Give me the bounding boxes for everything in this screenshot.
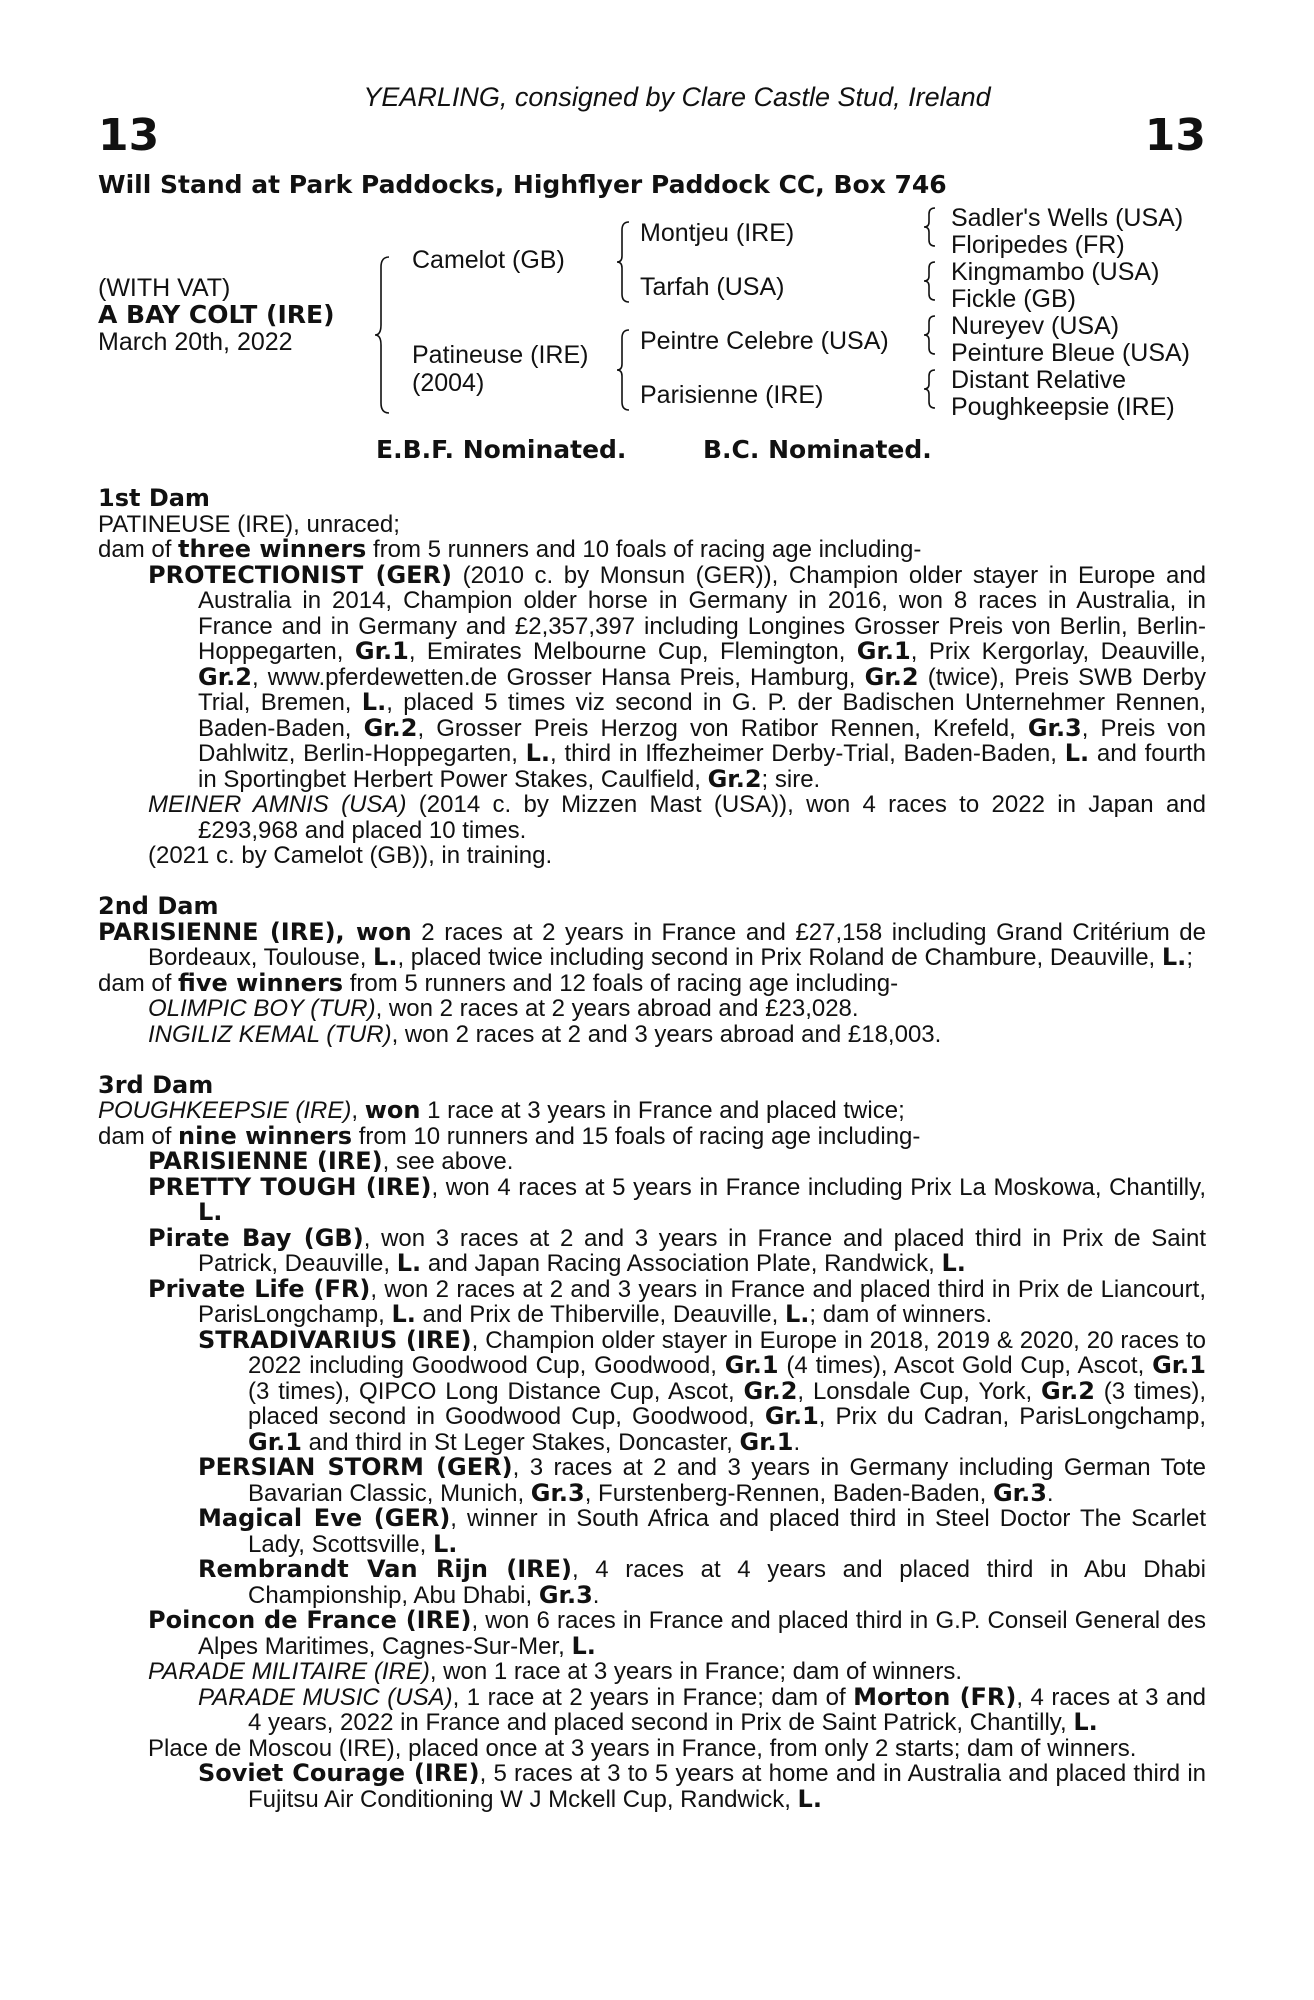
text: PATINEUSE (IRE), unraced; xyxy=(98,510,400,538)
pedigree-entry xyxy=(98,1325,1206,1456)
bold-text: Gr.1 xyxy=(739,1427,794,1456)
sd-sire: Kingmambo (USA) xyxy=(951,258,1160,286)
bold-text: L. xyxy=(396,1249,422,1277)
pedigree-entry xyxy=(98,1659,1206,1685)
section-heading: 2nd Dam xyxy=(98,892,219,920)
pedigree-entry xyxy=(98,1557,1206,1608)
vat-note: (WITH VAT) xyxy=(98,274,231,302)
bold-text: Gr.1 xyxy=(724,1351,779,1379)
family-history xyxy=(98,486,1206,1812)
pedigree-entry xyxy=(98,792,1206,843)
text: , 5 races at 3 to 5 years at home and in Australia and placed third in Fujitsu Air Conditioning W J Mckell Cup, Randwick, xyxy=(248,1760,1206,1813)
text: , won 6 races in France and placed third in G.P. Conseil General des Alpes Maritimes, Cagnes-Sur-Mer, xyxy=(198,1607,1207,1660)
text: (3 times), placed second in Goodwood Cup, Goodwood, xyxy=(248,1377,1206,1430)
text: , 3 races at 2 and 3 years in Germany including German Tote Bavarian Classic, Munich, xyxy=(248,1454,1206,1507)
date-of-birth: March 20th, 2022 xyxy=(98,328,293,356)
bold-text: PRETTY TOUGH (IRE) xyxy=(148,1172,432,1201)
pedigree-entry xyxy=(98,1274,1206,1328)
section-gap xyxy=(98,869,1206,895)
lot-number-right: 13 xyxy=(1144,110,1206,161)
bold-text: PARISIENNE (IRE) xyxy=(148,1147,383,1175)
pedigree-entry xyxy=(98,917,1206,971)
bold-text: Poincon de France (IRE) xyxy=(148,1606,472,1634)
bold-text: Gr.3 xyxy=(538,1580,593,1609)
text: from 5 runners and 12 foals of racing age including- xyxy=(343,969,899,997)
bold-text: PROTECTIONIST (GER) xyxy=(148,560,453,589)
pedigree-entry xyxy=(98,1149,1206,1175)
pedigree-entry xyxy=(98,996,1206,1022)
bold-text: Gr.2 xyxy=(1041,1376,1095,1405)
text: , Lonsdale Cup, York, xyxy=(797,1377,1041,1405)
pedigree-entry xyxy=(98,1098,1206,1124)
bold-text: Gr.1 xyxy=(354,637,409,665)
bold-text: nine winners xyxy=(178,1121,353,1150)
bold-text: Gr.3 xyxy=(530,1478,585,1507)
bold-text: L. xyxy=(391,1300,416,1328)
pedigree-entry xyxy=(98,1736,1206,1762)
text: . xyxy=(1046,1479,1054,1507)
pedigree-entry xyxy=(98,1608,1206,1659)
bold-text: STRADIVARIUS (IRE) xyxy=(198,1325,472,1354)
text: , see above. xyxy=(382,1148,514,1175)
text: , 4 races at 3 and 4 years, 2022 in France and placed second in Prix de Saint Patrick, Chantilly, xyxy=(248,1683,1207,1736)
ss-dam: Floripedes (FR) xyxy=(951,231,1125,259)
section-heading: 1st Dam xyxy=(98,484,210,512)
bold-text: Gr.2 xyxy=(363,713,418,742)
bold-text: Gr.3 xyxy=(1027,713,1082,742)
pedigree-brace-ds xyxy=(924,314,938,356)
bold-text: Morton (FR) xyxy=(853,1682,1017,1711)
bold-text: L. xyxy=(1064,739,1090,767)
text: , www.pferdewetten.de Grosser Hansa Preis, Hamburg, xyxy=(251,663,865,691)
italic-text: PARADE MUSIC (USA) xyxy=(198,1683,453,1711)
text: , Prix Kergorlay, Deauville, xyxy=(910,638,1207,665)
dam-sire: Peintre Celebre (USA) xyxy=(640,327,889,355)
pedigree-brace-dd xyxy=(924,368,938,410)
ss-sire: Sadler's Wells (USA) xyxy=(951,204,1184,232)
text: (3 times), QIPCO Long Distance Cup, Ascot, xyxy=(248,1377,744,1405)
text: Place de Moscou (IRE), placed once at 3 years in France, from only 2 starts; dam of winners. xyxy=(148,1734,1137,1762)
text: and Prix de Thiberville, Deauville, xyxy=(415,1301,785,1328)
text: 1 race at 3 years in France and placed twice; xyxy=(420,1097,905,1124)
text: and third in St Leger Stakes, Doncaster, xyxy=(301,1428,740,1456)
bold-text: Gr.1 xyxy=(1152,1351,1206,1379)
text: ; dam of winners. xyxy=(809,1301,993,1328)
bold-text: Magical Eve (GER) xyxy=(198,1504,451,1532)
text: , won 2 races at 2 years abroad and £23,028. xyxy=(375,995,859,1022)
pedigree-entry xyxy=(98,1022,1206,1048)
text: , won 1 race at 3 years in France; dam of winners. xyxy=(429,1658,963,1685)
bold-text: Gr.2 xyxy=(707,764,762,793)
text: (2010 c. by Monsun (GER)), Champion older stayer in Europe and Australia in 2014, Champion older horse in Germany in 2016, won 8 races in Australia, in France and in Germany and £2,357,397 including Longines Grosser Preis von Berlin, Berlin-Hoppegarten, xyxy=(198,561,1207,665)
text: (4 times), Ascot Gold Cup, Ascot, xyxy=(778,1352,1153,1379)
section-heading: 3rd Dam xyxy=(98,1070,214,1099)
dam: Patineuse (IRE) xyxy=(412,341,589,369)
pedigree-brace-sire xyxy=(617,220,633,304)
bold-text: L. xyxy=(571,1631,596,1660)
stand-location: Will Stand at Park Paddocks, Highflyer Paddock CC, Box 746 xyxy=(98,170,947,199)
text: , Prix du Cadran, ParisLongchamp, xyxy=(818,1403,1206,1430)
bc-nomination: B.C. Nominated. xyxy=(703,435,932,464)
text: , won 2 races at 2 and 3 years abroad and £18,003. xyxy=(391,1020,942,1048)
text: 2 races at 2 years in France and £27,158 including Grand Critérium de Bordeaux, Toulouse, xyxy=(148,918,1206,971)
text: . xyxy=(793,1428,801,1456)
text: , Emirates Melbourne Cup, Flemington, xyxy=(408,638,857,665)
bold-text: Gr.2 xyxy=(743,1376,798,1405)
pedigree-entry xyxy=(98,843,1206,869)
text: from 10 runners and 15 foals of racing age including- xyxy=(352,1122,921,1150)
bold-text: L. xyxy=(797,1784,822,1813)
bold-text: PERSIAN STORM (GER) xyxy=(198,1453,513,1481)
ebf-nomination: E.B.F. Nominated. xyxy=(376,435,627,464)
text: (twice), Preis SWB Derby Trial, Bremen, xyxy=(198,663,1206,716)
text: dam of xyxy=(98,969,179,997)
italic-text: OLIMPIC BOY (TUR) xyxy=(148,995,376,1022)
lot-number-left: 13 xyxy=(98,110,160,161)
text: , winner in South Africa and placed third in Steel Doctor The Scarlet Lady, Scottsville, xyxy=(248,1505,1206,1558)
bold-text: L. xyxy=(198,1198,223,1226)
text: , third in Iffezheimer Derby-Trial, Baden-Baden, xyxy=(550,740,1065,767)
bold-text: Rembrandt Van Rijn (IRE) xyxy=(198,1555,572,1583)
bold-text: Gr.1 xyxy=(856,637,911,665)
bold-text: Private Life (FR) xyxy=(148,1274,371,1303)
text: , won 3 races at 2 and 3 years in France and placed third in Prix de Saint Patrick, Deauville, xyxy=(198,1224,1206,1277)
section-gap xyxy=(98,1047,1206,1073)
dd-dam: Poughkeepsie (IRE) xyxy=(951,393,1175,421)
text: , won 2 races at 2 and 3 years in France and placed third in Prix de Liancourt, ParisLongchamp, xyxy=(198,1275,1206,1328)
pedigree-brace-dam xyxy=(617,328,633,412)
ds-dam: Peinture Bleue (USA) xyxy=(951,339,1191,367)
bold-text: won xyxy=(364,1096,421,1124)
text: dam of xyxy=(98,1122,179,1150)
pedigree-entry xyxy=(98,512,1206,538)
pedigree-entry xyxy=(98,560,1207,793)
text: ; sire. xyxy=(761,765,821,793)
pedigree-entry xyxy=(98,1172,1207,1226)
pedigree-entry xyxy=(98,968,1206,997)
text: , Furstenberg-Rennen, Baden-Baden, xyxy=(584,1479,993,1507)
bold-text: three winners xyxy=(178,535,367,563)
dd-sire: Distant Relative xyxy=(951,366,1127,394)
bold-text: Gr.1 xyxy=(764,1402,819,1430)
text: , placed twice including second in Prix Roland de Chambure, Deauville, xyxy=(397,944,1162,971)
text: , 1 race at 2 years in France; dam of xyxy=(452,1683,854,1711)
horse-name: A BAY COLT (IRE) xyxy=(98,300,335,329)
text: . xyxy=(592,1581,600,1609)
italic-text: PARADE MILITAIRE (IRE) xyxy=(148,1658,430,1685)
pedigree-brace-ss xyxy=(924,206,938,248)
consignor-line: YEARLING, consigned by Clare Castle Stud, Ireland xyxy=(363,82,991,112)
pedigree-entry xyxy=(98,1121,1206,1150)
italic-text: POUGHKEEPSIE (IRE) xyxy=(98,1097,352,1124)
bold-text: Gr.3 xyxy=(992,1478,1047,1507)
ds-sire: Nureyev (USA) xyxy=(951,312,1120,340)
text: from 5 runners and 10 foals of racing age including- xyxy=(366,536,922,563)
bold-text: Gr.2 xyxy=(198,662,252,691)
text: , won 4 races at 5 years in France including Prix La Moskowa, Chantilly, xyxy=(431,1173,1207,1201)
pedigree-entry xyxy=(98,1506,1206,1557)
bold-text: Soviet Courage (IRE) xyxy=(198,1759,480,1787)
sire-dam: Tarfah (USA) xyxy=(640,273,785,301)
bold-text: L. xyxy=(361,688,387,716)
bold-text: L. xyxy=(432,1529,458,1558)
pedigree-brace-sd xyxy=(924,260,938,302)
italic-text: MEINER AMNIS (USA) xyxy=(148,791,407,818)
bold-text: L. xyxy=(784,1300,810,1328)
text: (2021 c. by Camelot (GB)), in training. xyxy=(148,842,553,869)
bold-text: L. xyxy=(1073,1708,1098,1736)
bold-text: Gr.2 xyxy=(864,662,919,691)
dam-dam: Parisienne (IRE) xyxy=(640,381,824,409)
text: , placed 5 times viz second in G. P. der Badischen Unternehmer Rennen, Baden-Baden, xyxy=(198,689,1207,742)
pedigree-entry xyxy=(98,537,1206,563)
text: (2014 c. by Mizzen Mast (USA)), won 4 races to 2022 in Japan and £293,968 and placed 10 times. xyxy=(198,791,1207,844)
bold-text: L. xyxy=(1161,943,1187,971)
pedigree-entry xyxy=(98,1455,1206,1506)
sd-dam: Fickle (GB) xyxy=(951,285,1076,313)
text: , Preis von Dahlwitz, Berlin-Hoppegarten, xyxy=(198,714,1206,767)
text: and Japan Racing Association Plate, Randwick, xyxy=(421,1250,942,1277)
text: , xyxy=(351,1097,365,1124)
text: , Champion older stayer in Europe in 2018, 2019 & 2020, 20 races to 2022 including Goodwood Cup, Goodwood, xyxy=(248,1326,1206,1379)
text: , Grosser Preis Herzog von Ratibor Rennen, Krefeld, xyxy=(417,714,1028,742)
pedigree-brace-main xyxy=(375,255,395,415)
bold-text: Gr.1 xyxy=(248,1427,302,1456)
pedigree-entry xyxy=(98,1761,1206,1812)
bold-text: L. xyxy=(525,739,551,767)
dam-year: (2004) xyxy=(412,369,485,397)
bold-text: PARISIENNE (IRE), won xyxy=(98,917,412,946)
sire: Camelot (GB) xyxy=(412,246,565,274)
italic-text: INGILIZ KEMAL (TUR) xyxy=(148,1020,392,1048)
bold-text: L. xyxy=(941,1249,966,1277)
bold-text: Pirate Bay (GB) xyxy=(148,1223,364,1252)
text: , 4 races at 4 years and placed third in Abu Dhabi Championship, Abu Dhabi, xyxy=(248,1556,1206,1609)
text: and fourth in Sportingbet Herbert Power Stakes, Caulfield, xyxy=(198,740,1206,793)
bold-text: five winners xyxy=(178,968,344,997)
pedigree-entry xyxy=(98,1223,1206,1277)
pedigree-entry xyxy=(98,1682,1207,1736)
sire-sire: Montjeu (IRE) xyxy=(640,219,795,247)
bold-text: L. xyxy=(373,943,398,971)
text: ; xyxy=(1186,944,1193,971)
text: dam of xyxy=(98,536,179,563)
